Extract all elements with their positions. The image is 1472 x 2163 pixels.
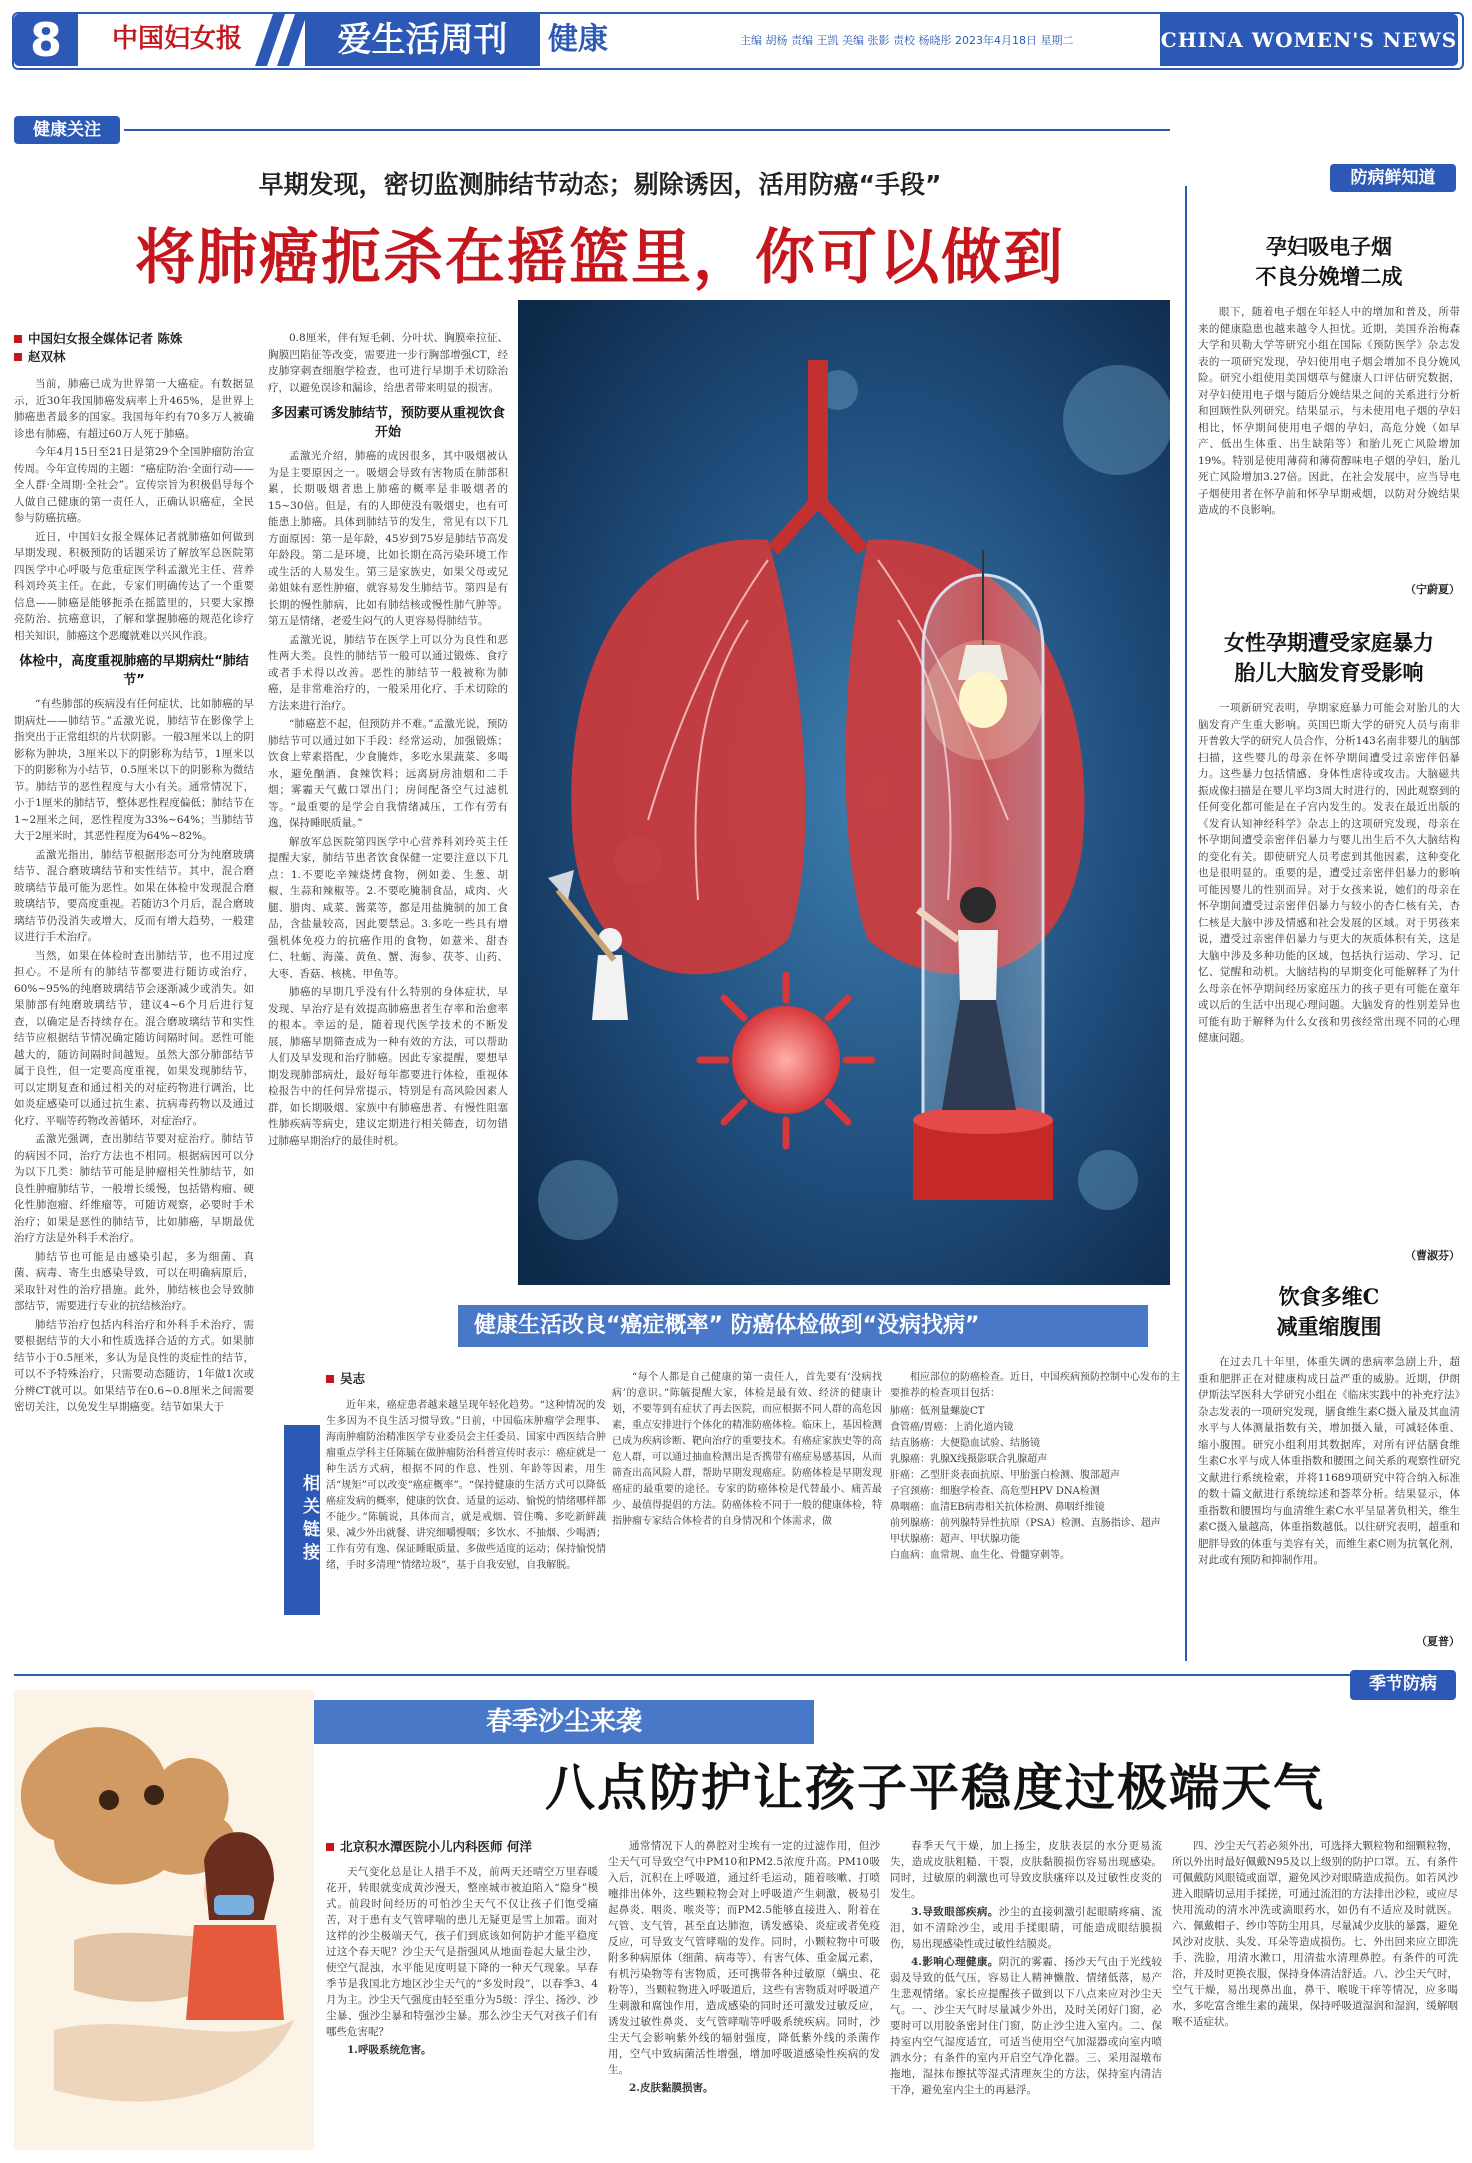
paragraph: 春季天气干燥，加上扬尘，皮肤表层的水分更易流失，造成皮肤粗糙、干裂，皮肤黏膜损伤容易出现感染。同时，过敏原的刺激也可导致皮肤瘙痒以及过敏性皮炎的发生。 xyxy=(890,1840,1162,1900)
author-sign: （夏普） xyxy=(1416,1635,1460,1648)
paragraph: 近年来，癌症患者越来越呈现年轻化趋势。“这种情况的发生多因为不良生活习惯导致。”日前，中国临床肿瘤学会理事、海南肿瘤防治精准医学专业委员会主任委员、国家中西医结合肿瘤重点学科主任陈毓在做肿瘤防治科普宣传时表示：癌症就是一种生活方式病，根据不同的作息、性别、年龄等因素，用生活“规矩”可以改变“癌症概率”。“保持健康的生活方式可以降低癌症发病的概率，健康的饮食、适量的运动、愉悦的情绪哪样都不能少。”陈毓说，具体而言，就是戒烟、管住嘴、多吃新鲜蔬果、减少外出就餐、讲究细嚼慢咽；多饮水、不抽烟、少喝酒；工作有劳有逸、保证睡眠质量、多做些适度的运动；保持愉悦情绪，手时多清理“情绪垃圾”，基于自我安慰，自我解脱。 xyxy=(326,1400,606,1571)
paragraph xyxy=(890,1954,1162,2098)
lung-cancer-illustration xyxy=(518,300,1170,1285)
paragraph: “有些肺部的疾病没有任何症状，比如肺癌的早期病灶——肺结节。”孟激光说，肺结节在影像学上指突出于正常组织的片状阴影。一般3厘米以上的阴影称为肿块，3厘米以下的阴影称为结节，1厘米以下的阴影称为小结节，0.5厘米以下的阴影称为微结节。肺结节的恶性程度与大小有关。通常情况下，小于1厘米的肺结节，整体恶性程度偏低；肺结节在1~2厘米之间，恶性程度为33%~64%；当肺结节大于2厘米时，其恶性程度为64%~82%。 xyxy=(14,698,254,842)
paragraph: 当前，肺癌已成为世界第一大癌症。有数据显示，近30年我国肺癌发病率上升465%，是世界上肺癌患者最多的国家。我国每年约有70多万人被确诊患有肺癌，有超过60万人死于肺癌。 xyxy=(14,378,254,440)
season-col-2 xyxy=(608,1838,880,2156)
season-headline: 八点防护让孩子平稳度过极端天气 xyxy=(545,1758,1325,1817)
paragraph xyxy=(608,2080,880,2096)
sidebar-title-2: 女性孕期遭受家庭暴力 胎儿大脑发育受影响 xyxy=(1224,630,1434,685)
main-kicker: 早期发现，密切监测肺结节动态；剔除诱因，活用防癌“手段” xyxy=(258,170,942,199)
related-text xyxy=(612,1370,882,1660)
sandstorm-illustration xyxy=(14,1690,314,2150)
paragraph: 0.8厘米，伴有短毛刺、分叶状、胸膜牵拉征、胸膜凹陷征等改变，需要进一步行胸部增强CT，经皮肺穿刺查细胞学检查，也可进行早期手术切除治疗，以避免误诊和漏诊，给患者带来明显的损害。 xyxy=(268,332,508,394)
related-col-1 xyxy=(326,1370,606,1660)
paragraph: 天气变化总是让人措手不及，前两天还晴空万里春暖花开，转眼就变成黄沙漫天，整座城市被迫陷入“隐身”模式。前段时间经历的可怕沙尘天气不仅让孩子们饱受痛苦，对于患有支气管哮喘的患儿无疑更是雪上加霜。面对这样的沙尘极端天气，孩子们到底该如何防护才能平稳度过这个春天呢？沙尘天气是指强风从地面卷起大量尘沙，使空气混浊，水平能见度明显下降的一种天气现象。早春季节是我国北方地区沙尘天气的“多发时段”，以春季3、4月为主。沙尘天气强度由轻至重分为5级：浮尘、扬沙、沙尘暴、强沙尘暴和特强沙尘暴。那么沙尘天气对孩子们有哪些危害呢？ xyxy=(326,1866,598,2038)
screening-item: 乳腺癌：乳腺X线摄影联合乳腺超声 xyxy=(890,1454,1048,1465)
subheading: 体检中，高度重视肺癌的早期病灶“肺结节” xyxy=(19,654,249,688)
season-text xyxy=(608,1838,880,2156)
paragraph: 解放军总医院第四医学中心营养科刘玲英主任提醒大家，肺结节患者饮食保健一定要注意以下几点：1.不要吃辛辣烧烤食物，例如姜、生葱、胡椒、生蒜和辣椒等。2.不要吃腌制食品，咸肉、火腿、腊肉、咸菜、酱菜等，都是用盐腌制的加工食品，含盐量较高，因此要禁忌。3.多吃一些具有增强机体免疫力的抗癌作用的食物，如薏米、甜杏仁、牡蛎、海藻、黄鱼、蟹、海参、茯苓、山药、大枣、香菇、核桃、甲鱼等。 xyxy=(268,835,508,980)
paragraph: 四、沙尘天气若必须外出，可选择大颗粒物和细颗粒物，所以外出时最好佩戴N95及以上级别的防护口罩。五、有条件可佩戴防风眼镜或面罩，避免风沙对眼睛造成损伤。如若风沙进入眼睛切忌用手揉搓，可通过流泪的方法排出沙粒，或应尽快用流动的清水冲洗或滴眼药水，如仍有不适应及时就医。六、佩戴帽子、纱巾等防尘用具，尽量减少皮肤的暴露，避免风沙对皮肤、头发、耳朵等造成损伤。七、外出回来应立即洗手、洗脸，用清水漱口，用清盐水清理鼻腔。有条件的可洗浴，并及时更换衣服，保持身体清洁舒适。八、沙尘天气时，空气干燥，易出现鼻出血，鼻干、喉咙干痒等情况，应多喝水，多吃富含维生素的蔬果，保持呼吸道湿润和湿润，缓解咽喉不适症状。 xyxy=(1172,1840,1458,2028)
bold-lead: 4.影响心理健康。 xyxy=(911,1956,999,1968)
paper-english-name: CHINA WOMEN'S NEWS xyxy=(1160,14,1458,66)
tag-rule xyxy=(124,129,1170,131)
screening-item: 子宫颈癌：细胞学检查、高危型HPV DNA检测 xyxy=(890,1486,1100,1497)
paragraph: 今年4月15日至21日是第29个全国肿瘤防治宣传周。今年宣传周的主题：“癌症防治·全面行动——全人群·全周期·全社会”。宣传宗旨为积极倡导每个人做自己健康的第一责任人，正确认识癌症，全民参与防癌抗癌。 xyxy=(14,446,254,524)
paragraph: 孟激光强调，查出肺结节要对症治疗。肺结节的病因不同，治疗方法也不相同。根据病因可以分为以下几类：肺结节可能是肿瘤相关性肺结节，如良性肿瘤肺结节，一般增长缓慢，包括错构瘤、硬化性肺泡瘤、纤维瘤等，可随访观察，必要时手术治疗；如果是恶性的肺结节，比如肺癌，早期最优治疗方法是外科手术治疗。 xyxy=(14,1133,254,1244)
paragraph: 近日，中国妇女报全媒体记者就肺癌如何做到早期发现、积极预防的话题采访了解放军总医院第四医学中心呼吸与危重症医学科孟激光主任、营养科刘玲英主任。在此，专家们明确传达了一个重要信息——肺癌是能够扼杀在摇篮里的，只要大家擦亮防治、抗癌意识，了解和掌握肺癌的规范化诊疗相关知识，肺癌这个恶魔就难以兴风作浪。 xyxy=(14,530,254,642)
paper-logo: 中国妇女报 xyxy=(112,24,243,54)
screening-item: 肺癌：低剂量螺旋CT xyxy=(890,1406,985,1417)
paragraph: 孟激光介绍，肺癌的成因很多，其中吸烟被认为是主要原因之一。吸烟会导致有害物质在肺部积累，长期吸烟者患上肺癌的概率是非吸烟者的15~30倍。但是，有的人即使没有吸烟史，也有可能患上肺癌。具体到肺结节的发生，常见有以下几方面原因：第一是年龄，45岁到75岁是肺结节高发年龄段。第二是环境，比如长期在高污染环境工作或生活的人易发生。第三是家族史，如果父母或兄弟姐妹有恶性肿瘤，就容易发生肺结节。第四是有长期的慢性肺病，比如有肺结核或慢性肺气肿等。第五是情绪，老爱生闷气的人更容易得肺结节。 xyxy=(268,450,508,627)
season-col-4 xyxy=(1172,1838,1458,2156)
bold-lead: 3.导致眼部疾病。 xyxy=(911,1906,999,1918)
main-column-2 xyxy=(268,330,508,1290)
season-col-1 xyxy=(326,1838,598,2156)
screening-item: 白血病：血常规、血生化、骨髓穿刺等。 xyxy=(890,1550,1070,1561)
page-number: 8 xyxy=(14,14,78,66)
paragraph-text: 沙尘的直接刺激引起眼睛疼痛、流泪，如不清除沙尘，或用手揉眼睛，可能造成眼结膜损伤，易出现感染性或过敏性结膜炎。 xyxy=(890,1906,1162,1950)
screening-item: 肝癌：乙型肝炎表面抗原、甲胎蛋白检测、腹部超声 xyxy=(890,1470,1120,1481)
screening-item: 食管癌/胃癌：上消化道内镜 xyxy=(890,1422,1014,1433)
related-col-3 xyxy=(890,1370,1180,1660)
paragraph: “肺癌惹不起，但预防并不难。”孟激光说，预防肺结节可以通过如下手段：经常运动，加强锻炼；饮食上荤素搭配，少食腌炸，多吃水果蔬菜、多喝水，避免酗酒、食辣饮料；远离厨房油烟和二手烟；雾霾天气戴口罩出门；房间配备空气过滤机等。“最重要的是学会自我情绪减压，工作有劳有逸，保持睡眠质量。” xyxy=(268,718,508,829)
paragraph: 肺癌的早期几乎没有什么特别的身体症状，早发现、早治疗是有效提高肺癌患者生存率和治愈率的根本。幸运的是，随着现代医学技术的不断发展，肺癌早期筛查成为一种有效的方法，可以帮助人们及早发现和治疗肺癌。因此专家提醒，要想早期发现肺部病灶，最好每年都要进行体检，重视体检报告中的任何异常提示，特别是有高风险因素人群，如长期吸烟、家族中有肺癌患者、有慢性阻塞性肺疾病等病史，建议定期进行相关筛查，切勿错过肺癌早期治疗的最佳时机。 xyxy=(268,986,508,1147)
paragraph: “每个人都是自己健康的第一责任人，首先要有‘没病找病’的意识。”陈毓提醒大家，体检是最有效、经济的健康计划，不要等到有症状了再去医院，而应根据不同人群的高危因素，重点安排进行个体化的精准防癌体检。临床上，基因检测已成为疾病诊断、靶向治疗的重要技术。有癌症家族史等的高危人群，可以通过抽血检测出是否携带有癌症易感基因，从而筛查出高风险人群，帮助早期发现癌症。防癌体检是早期发现癌症的最重要的途径。专家的防癌体检是代替最小、痛苦最少、最值得提倡的方法。防癌体检不同于一般的健康体检，特指肿瘤专家结合体检者的自身情况和个体需求，做 xyxy=(612,1372,882,1527)
paragraph-text: 阴沉的雾霾、扬沙天气由于光线较弱及导致的低气压，容易让人精神懒散、情绪低落，易产生悲观情绪。家长应提醒孩子做到以下八点来应对沙尘天气。一、沙尘天气时尽量减少外出，及时关闭好门窗，必要时可以用胶条密封住门窗，防止沙尘进入室内。二、保持室内空气湿度适宜，可适当使用空气加湿器或向室内喷洒水分；有条件的室内开启空气净化器。三、采用湿墩布拖地，湿抹布擦拭等湿式清理灰尘的方法，保持室内清洁干净，避免室内尘土的再悬浮。 xyxy=(890,1956,1162,2096)
main-headline: 将肺癌扼杀在摇篮里，你可以做到 xyxy=(135,223,1065,293)
paragraph: 通常情况下人的鼻腔对尘埃有一定的过滤作用，但沙尘天气可导致空气中PM10和PM2.5浓度升高。PM10吸入后，沉积在上呼吸道，通过纤毛运动，随着咳嗽、打喷嚏排出体外，这些颗粒物会对上呼吸道产生刺激，极易引起鼻炎、咽炎、喉炎等；而PM2.5能够直接进入、附着在气管、支气管，甚至直达肺泡，诱发感染、炎症或者免疫反应，可导致支气管哮喘的发作。同时，小颗粒物中可吸附多种病原体（细菌、病毒等）、有害气体、重金属元素，有机污染物等有害物质，还可携带各种过敏原（螨虫、花粉等），当颗粒物进入呼吸道后，这些有害物质对呼吸道产生刺激和腐蚀作用，造成感染的同时还可激发过敏反应，诱发过敏性鼻炎、支气管哮喘等呼吸系统疾病。同时，沙尘天气会影响紫外线的辐射强度，降低紫外线的杀菌作用，空气中致病菌活性增强，增加呼吸道感染性疾病的发生。 xyxy=(608,1840,880,2076)
screening-item: 结直肠癌：大便隐血试验、结肠镜 xyxy=(890,1438,1040,1449)
right-sidebar xyxy=(1198,232,1460,1672)
related-col-2 xyxy=(612,1370,882,1660)
sidebar-title-1: 孕妇吸电子烟 不良分娩增二成 xyxy=(1255,234,1403,289)
season-text xyxy=(326,1864,598,2156)
season-text xyxy=(890,1838,1162,2156)
paragraph: 在过去几十年里，体重失调的患病率急剧上升，超重和肥胖正在对健康构成日益严重的威胁。近期，伊朗伊斯法罕医科大学研究小组在《临床实践中的补充疗法》杂志发表的一项研究发现，膳食维生素C摄入量及其血清水平与人体测量指数有关，增加摄入量，可减轻体重、缩小腹围。研究小组利用其数据库，对所有评估膳食维生素C水平与成人体重指数和腰围之间关系的观察性研究文献进行系统检索，并将11689项研究中符合纳入标准的数十篇文献进行系统综述和荟萃分析。结果显示，体重指数和腰围均与血清维生素C水平呈显著负相关，维生素C摄入量越高，体重指数越低。以往研究表明，超重和肥胖导致的体重与美容有关，而维生素C则为抗氧化剂，对此或有预防和抑制作用。 xyxy=(1198,1356,1460,1566)
screening-item: 前列腺癌：前列腺特异性抗原（PSA）检测、直肠指诊、超声 xyxy=(890,1518,1161,1529)
season-col-3 xyxy=(890,1838,1162,2156)
paragraph: 一项新研究表明，孕期家庭暴力可能会对胎儿的大脑发育产生重大影响。英国巴斯大学的研究人员与南非开普敦大学的研究人员合作，分析143名南非婴儿的脑部扫描，这些婴儿的母亲在怀孕期间遭受过亲密伴侣暴力。这些暴力包括情感、身体性虐待或攻击。大脑磁共振成像扫描是在婴儿平均3周大时进行的，因此观察到的任何变化都可能是在子宫内发生的。发表在最近出版的《发育认知神经科学》杂志上的这项研究发现，母亲在怀孕期间遭受亲密伴侣暴力与婴儿出生后不久大脑结构的变化有关。即使研究人员考虑到其他因素，这种变化也是很明显的。重要的是，遭受过亲密伴侣暴力的影响可能因婴儿的性别而异。对于女孩来说，她们的母亲在怀孕期间遭受过亲密伴侣暴力与较小的杏仁核有关，杏仁核是大脑中涉及情感和社会发展的区域。对于男孩来说，遭受过亲密伴侣暴力与更大的灰质体积有关，这是大脑中涉及多种功能的区域，包括执行运动、学习、记忆、觉醒和动机。大脑结构的早期变化可能解释了为什么母亲在怀孕期间经历家庭压力的孩子更有可能在童年或以后的生活中出现心理问题。大脑发育的性别差异也可能有助于解释为什么女孩和男孩经常出现不同的心理健康问题。 xyxy=(1198,702,1460,1044)
paragraph: 相应部位的防癌检查。近日，中国疾病预防控制中心发布的主要推荐的检查项目包括： xyxy=(890,1372,1180,1399)
subheading: 多因素可诱发肺结节，预防要从重视饮食开始 xyxy=(270,406,505,440)
article-body xyxy=(268,330,508,1290)
season-text xyxy=(1172,1838,1458,2156)
bold-lead: 1.呼吸系统危害。 xyxy=(347,2044,432,2056)
related-banner: 健康生活改良“癌症概率” 防癌体检做到“没病找病” xyxy=(458,1305,1148,1347)
sidebar-title-3: 饮食多维C 减重缩腹围 xyxy=(1276,1284,1382,1339)
subsection-title: 健康 xyxy=(548,22,608,57)
byline: 中国妇女报全媒体记者 陈姝 xyxy=(14,330,254,348)
paragraph: 孟激光指出，肺结节根据形态可分为纯磨玻璃结节、混合磨玻璃结节和实性结节。其中，混合磨玻璃结节最可能为恶性。如果在体检中发现混合磨玻璃结节，要高度重视。若随访3个月后，混合磨玻璃结节仍没消失或增大，反而有增大趋势，一般建议进行手术治疗。 xyxy=(14,848,254,943)
sidebar-text-3 xyxy=(1198,1354,1460,1634)
related-label: 相关链接 xyxy=(284,1425,320,1615)
paragraph: 当然，如果在体检时查出肺结节，也不用过度担心。不是所有的肺结节都要进行随访或治疗，60%~95%的纯磨玻璃结节会逐渐减少或消失。如果肺部有纯磨玻璃结节，建议4~6个月后进行复查，以确定是否持续存在。混合磨玻璃结节和实性结节应根据结节情况确定随访间隔时间。恶性可能越大的，随访间隔时间越短。虽然大部分肺部结节属于良性，但一定要高度重视，如果发现肺结节，可以定期复查和通过相关的对症药物进行调治，比如炎症感染可以通过抗生素、抗病毒药物以及通过化疗、平喘等药物改善循环，对症治疗。 xyxy=(14,949,254,1127)
author-sign: （宁蔚夏） xyxy=(1405,583,1460,596)
byline: 吴志 xyxy=(326,1370,606,1388)
season-tag: 季节防病 xyxy=(1350,1670,1456,1700)
screening-item: 鼻咽癌：血清EB病毒相关抗体检测、鼻咽纤维镜 xyxy=(890,1502,1105,1513)
paragraph xyxy=(890,1904,1162,1952)
sidebar-text-1 xyxy=(1198,304,1460,582)
paragraph: 孟激光说，肺结节在医学上可以分为良性和恶性两大类。良性的肺结节一般可以通过锻炼、食疗或者手术得以改善。恶性的肺结节一般被称为肺癌，是非常难治疗的，一般采用化疗、手术切除的方法来进行治疗。 xyxy=(268,633,508,712)
author-sign: （曹淑芬） xyxy=(1405,1249,1460,1262)
byline-2: 赵双林 xyxy=(14,348,254,366)
season-rule xyxy=(14,1674,1354,1676)
edition-info: 主编 胡杨 责编 王凯 美编 张影 责校 杨晓彤 2023年4月18日 星期二 xyxy=(740,34,1074,47)
column-divider xyxy=(1185,186,1187,1661)
related-text xyxy=(326,1398,606,1668)
paragraph: 眼下，随着电子烟在年轻人中的增加和普及，所带来的健康隐患也越来越令人担忧。近期，美国乔治梅森大学和贝勒大学等研究小组在国际《预防医学》杂志发表的一项研究发现，孕妇使用电子烟会增加不良分娩风险。研究小组使用美国烟草与健康人口评估研究数据，对孕妇使用电子烟与随后分娩结果之间的关系进行分析和回顾性队列研究。结果显示，与未使用电子烟的孕妇相比，怀孕期间使用电子烟的孕妇，高危分娩（如早产、低出生体重、出生缺陷等）和胎儿死亡风险增加19%。特别是使用薄荷和薄荷醇味电子烟的孕妇，胎儿死亡风险增加3.27倍。因此，在社会发展中，应当导电子烟使用者在怀孕前和怀孕早期戒烟，以防对分娩结果造成的不良影响。 xyxy=(1198,306,1460,516)
slash-decoration xyxy=(255,14,311,66)
section-title: 爱生活周刊 xyxy=(305,14,540,66)
paragraph: 肺结节治疗包括内科治疗和外科手术治疗，需要根据结节的大小和性质选择合适的方式。如果肺结节小于0.5厘米，多认为是良性的炎症性的结节，可以不予特殊治疗，只需要动态随访，1年做1次或分辨CT就可以。如果结节在0.6~0.8厘米之间需要密切关注，以免发生早期癌变。结节如果大于 xyxy=(14,1318,254,1413)
sidebar-text-2 xyxy=(1198,700,1460,1248)
season-kicker: 春季沙尘来袭 xyxy=(314,1700,814,1744)
paragraph xyxy=(326,2042,598,2058)
main-column-1 xyxy=(14,330,254,1670)
article-body xyxy=(14,376,254,1666)
focus-tag: 健康关注 xyxy=(14,116,120,144)
bold-lead: 2.皮肤黏膜损害。 xyxy=(629,2082,714,2094)
paragraph: 肺结节也可能是由感染引起，多为细菌、真菌、病毒、寄生虫感染导致，可以在明确病原后，采取针对性的治疗措施。此外，肺结核也会导致肺部结节，需要进行专业的抗结核治疗。 xyxy=(14,1250,254,1312)
byline: 北京积水潭医院小儿内科医师 何洋 xyxy=(326,1838,598,1856)
screening-item: 甲状腺癌：超声、甲状腺功能 xyxy=(890,1534,1020,1545)
know-tag: 防病鲜知道 xyxy=(1330,164,1456,192)
related-text xyxy=(890,1370,1180,1660)
